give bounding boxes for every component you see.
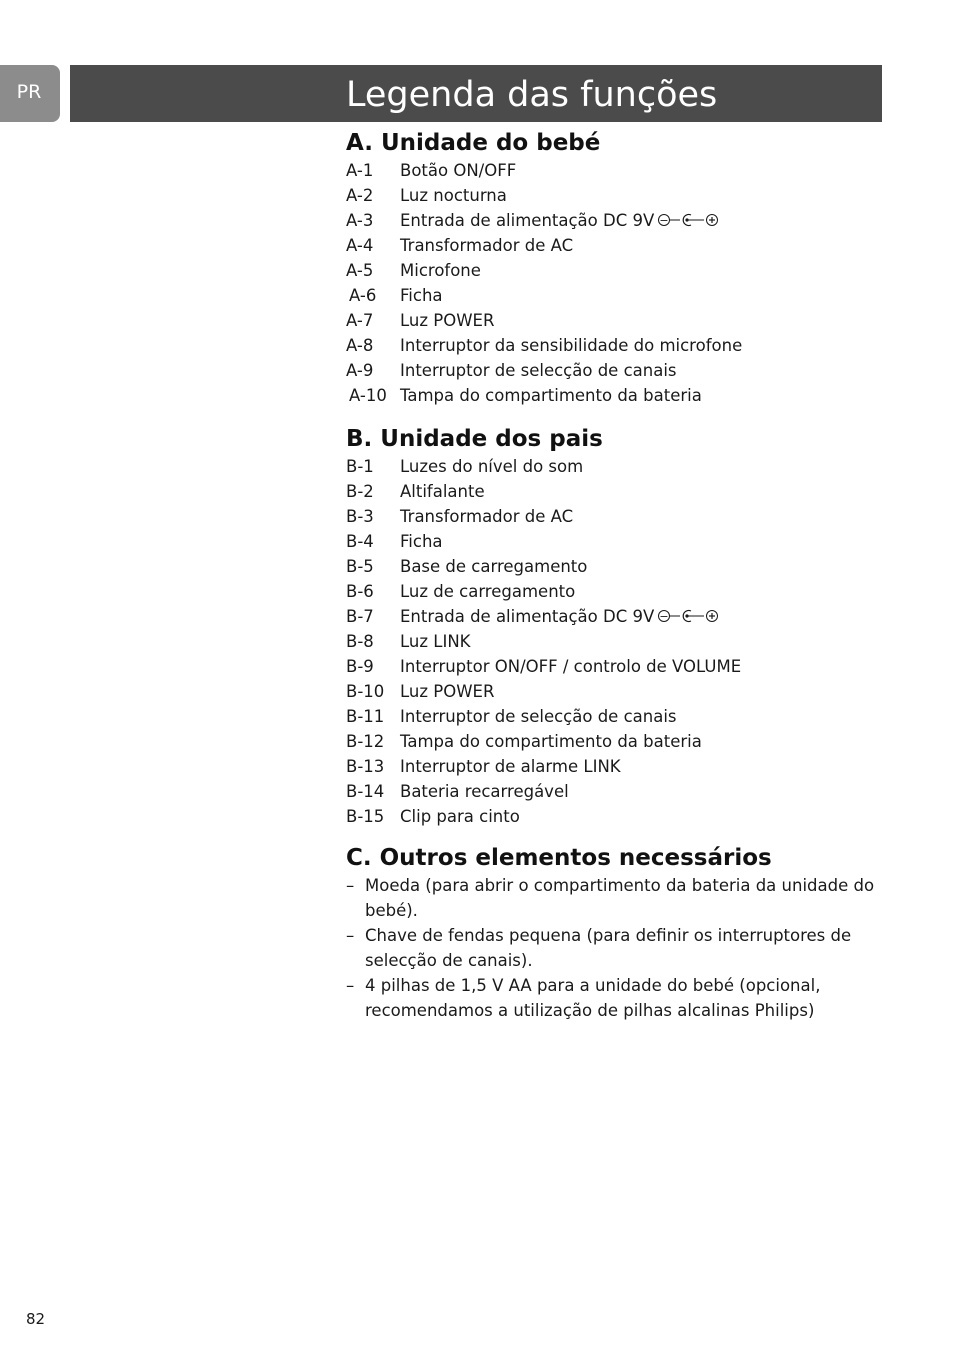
item-label-with-icon	[400, 604, 726, 629]
item-label: Entrada de alimentação DC 9V	[400, 607, 655, 626]
list-item	[346, 504, 882, 529]
item-label: Microfone	[400, 261, 481, 280]
section-c-list	[346, 873, 882, 1023]
item-label: Luzes do nível do som	[400, 457, 584, 476]
list-item	[346, 604, 882, 629]
list-item	[346, 383, 882, 408]
item-code: B-3	[346, 507, 374, 526]
item-label: Bateria recarregável	[400, 782, 569, 801]
item-code: B-2	[346, 482, 374, 501]
dc-polarity-icon	[658, 212, 726, 228]
bullet-text-line: selecção de canais).	[365, 951, 533, 970]
item-code: A-6	[349, 286, 377, 305]
section-spacer	[346, 829, 882, 843]
item-label: Ficha	[400, 532, 443, 551]
dc-polarity-icon	[658, 608, 726, 624]
list-item	[346, 923, 882, 973]
title-bar	[70, 65, 882, 122]
item-label: Transformador de AC	[400, 507, 574, 526]
bullet-text-line: bebé).	[365, 901, 418, 920]
item-label: Interruptor de alarme LINK	[400, 757, 621, 776]
list-item	[346, 973, 882, 1023]
item-label: Luz de carregamento	[400, 582, 576, 601]
item-label: Luz POWER	[400, 311, 495, 330]
item-label: Interruptor ON/OFF / controlo de VOLUME	[400, 657, 742, 676]
list-item	[346, 308, 882, 333]
item-label: Interruptor de selecção de canais	[400, 707, 677, 726]
list-item	[346, 183, 882, 208]
bullet-text-line: Moeda (para abrir o compartimento da bateria da unidade do	[365, 876, 875, 895]
item-code: B-6	[346, 582, 374, 601]
section-c-heading: C. Outros elementos necessários	[346, 845, 772, 871]
item-code: A-7	[346, 311, 374, 330]
item-label: Base de carregamento	[400, 557, 588, 576]
item-label: Entrada de alimentação DC 9V	[400, 211, 655, 230]
item-label: Tampa do compartimento da bateria	[400, 386, 702, 405]
bullet-text-line: Chave de fendas pequena (para definir os interruptores de	[365, 926, 852, 945]
list-item	[346, 754, 882, 779]
item-code: B-7	[346, 607, 374, 626]
item-code: B-1	[346, 457, 374, 476]
item-label: Tampa do compartimento da bateria	[400, 732, 702, 751]
list-item	[346, 208, 882, 233]
item-label: Clip para cinto	[400, 807, 520, 826]
list-item	[346, 258, 882, 283]
item-label: Ficha	[400, 286, 443, 305]
svg-text:−: −	[659, 214, 669, 227]
item-label: Luz LINK	[400, 632, 471, 651]
list-item	[346, 579, 882, 604]
item-code: B-10	[346, 682, 385, 701]
list-item	[346, 729, 882, 754]
item-label-with-icon	[400, 208, 726, 233]
list-item	[346, 873, 882, 923]
bullet-text-line: recomendamos a utilização de pilhas alcalinas Philips)	[365, 1001, 815, 1020]
dash-bullet: –	[346, 976, 355, 995]
item-label: Luz nocturna	[400, 186, 507, 205]
list-item	[346, 629, 882, 654]
page-number: 82	[26, 1310, 46, 1328]
section-a-list	[346, 158, 882, 408]
item-label: Transformador de AC	[400, 236, 574, 255]
item-code: B-9	[346, 657, 374, 676]
list-item	[346, 529, 882, 554]
item-label: Interruptor de selecção de canais	[400, 361, 677, 380]
page-title: Legenda das funções	[346, 75, 718, 115]
item-code: B-8	[346, 632, 374, 651]
item-code: A-2	[346, 186, 374, 205]
item-code: A-9	[346, 361, 374, 380]
item-code: B-11	[346, 707, 385, 726]
list-item	[346, 358, 882, 383]
item-code: B-4	[346, 532, 374, 551]
list-item	[346, 479, 882, 504]
item-code: A-4	[346, 236, 374, 255]
item-code: A-8	[346, 336, 374, 355]
dash-bullet: –	[346, 876, 355, 895]
list-item	[346, 333, 882, 358]
list-item	[346, 654, 882, 679]
item-label: Luz POWER	[400, 682, 495, 701]
bullet-text-line: 4 pilhas de 1,5 V AA para a unidade do bebé (opcional,	[365, 976, 821, 995]
svg-text:−: −	[659, 610, 669, 623]
language-tab	[0, 65, 60, 122]
item-code: B-5	[346, 557, 374, 576]
language-tab-label: PR	[16, 81, 42, 103]
section-b-list	[346, 454, 882, 829]
list-item	[346, 283, 882, 308]
item-code: B-14	[346, 782, 385, 801]
item-label: Botão ON/OFF	[400, 161, 517, 180]
item-code: B-13	[346, 757, 385, 776]
section-a-heading: A. Unidade do bebé	[346, 130, 601, 156]
section-spacer	[346, 408, 882, 424]
item-label: Altifalante	[400, 482, 485, 501]
list-item	[346, 233, 882, 258]
list-item	[346, 779, 882, 804]
item-code: B-12	[346, 732, 385, 751]
dash-bullet: –	[346, 926, 355, 945]
item-code: A-3	[346, 211, 374, 230]
list-item	[346, 554, 882, 579]
list-item	[346, 158, 882, 183]
item-code: A-1	[346, 161, 374, 180]
item-code: A-10	[349, 386, 387, 405]
list-item	[346, 804, 882, 829]
section-b-heading: B. Unidade dos pais	[346, 426, 603, 452]
list-item	[346, 454, 882, 479]
item-code: B-15	[346, 807, 385, 826]
list-item	[346, 704, 882, 729]
item-code: A-5	[346, 261, 374, 280]
content-column	[346, 128, 882, 1023]
item-label: Interruptor da sensibilidade do microfone	[400, 336, 743, 355]
list-item	[346, 679, 882, 704]
